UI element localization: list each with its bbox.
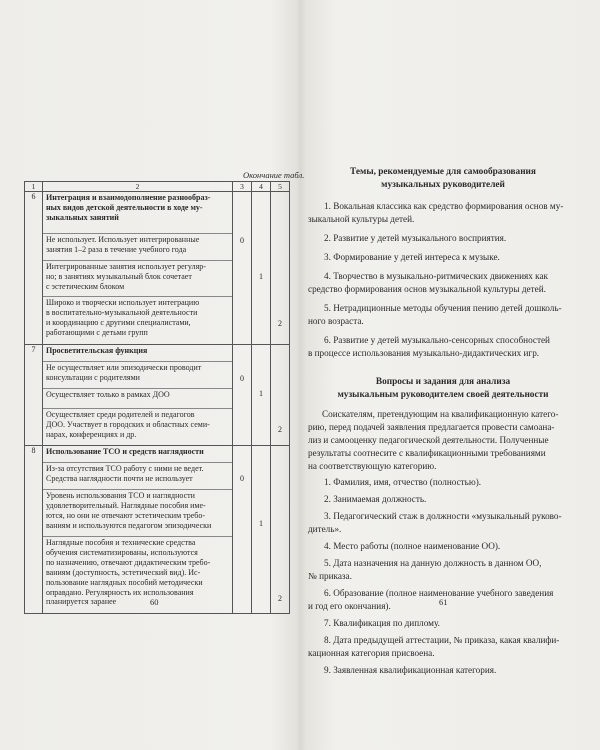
criterion-title: Просветительская функция [46, 346, 148, 355]
list-item: 4. Творчество в музыкально-ритмических движениях как средство формирования основ музыкальной культуры детей. [308, 271, 549, 294]
score-col-3 [233, 345, 252, 446]
level-description: Широко и творчески использует интеграцию в воспитательно-музыкальной деятельности и координацию с другими специалистами, работающими с детьми групп [43, 296, 232, 344]
level-description: Осуществляет только в рамках ДОО [43, 388, 232, 408]
row-content [43, 446, 233, 614]
score-value: 2 [278, 594, 282, 603]
list-item: 9. Заявленная квалификационная категория. [324, 665, 497, 675]
row-number: 8 [25, 446, 43, 614]
score-col-5 [271, 446, 290, 614]
level-description: Не осуществляет или эпизодически проводит консультации с родителями [43, 361, 232, 388]
table-row [25, 446, 290, 614]
score-value: 2 [278, 425, 282, 434]
list-item: 2. Развитие у детей музыкального восприятия. [324, 233, 507, 243]
row-content [43, 192, 233, 345]
questions-list [308, 476, 578, 677]
list-item: 6. Развитие у детей музыкально-сенсорных способностей в процессе использования музыкально-дидактических игр. [308, 335, 550, 358]
row-number: 6 [25, 192, 43, 345]
level-description: Наглядные пособия и технические средства обучения систематизированы, используются по назначению, отвечают дидактическим требо- ваниям (доступность, эстетический вид). Ис- пользование наглядных пособий методически оправдано. Регулярность их использования планируется заранее [43, 536, 232, 613]
topics-list [308, 200, 578, 360]
list-item: 8. Дата предыдущей аттестации, № приказа, какая квалифи- кационная категория присвоена. [308, 635, 560, 658]
score-col-3 [233, 446, 252, 614]
level-description: Осуществляет среди родителей и педагогов ДОО. Участвует в городских и областных семи- нарах, конференциях и др. [43, 408, 232, 445]
header-col-1: 1 [25, 182, 43, 192]
header-col-2: 2 [43, 182, 233, 192]
table-row [25, 345, 290, 446]
score-value: 2 [278, 319, 282, 328]
score-value: 1 [259, 389, 263, 398]
page-number-left: 60 [150, 597, 159, 607]
list-item: 7. Квалификация по диплому. [324, 618, 440, 628]
evaluation-table [24, 181, 290, 614]
intro-paragraph: Соискателям, претендующим на квалификационную катего- рию, перед подачей заявления предлагается провести самоана- лиз и самооценку педагогической деятельности. Полученные результаты соотнесите с квалификационными требованиями на соответствующую категорию. [308, 409, 559, 471]
table-row [25, 192, 290, 345]
header-col-4: 4 [252, 182, 271, 192]
running-head: Окончание табл. [243, 170, 305, 180]
list-item: 5. Нетрадиционные методы обучения пению детей дошколь- ного возраста. [308, 303, 562, 326]
score-col-3 [233, 192, 252, 345]
score-col-4 [252, 192, 271, 345]
list-item: 3. Формирование у детей интереса к музыке. [324, 252, 500, 262]
score-col-5 [271, 345, 290, 446]
list-item: 1. Вокальная классика как средство формирования основ му- зыкальной культуры детей. [308, 201, 564, 224]
header-col-3: 3 [233, 182, 252, 192]
score-col-5 [271, 192, 290, 345]
criterion-title: Интеграция и взаимодополнение разнообраз- ных видов детской деятельности в ходе му- зыкальных занятий [46, 193, 211, 222]
section-title: Темы, рекомендуемые для самообразования музыкальных руководителей [350, 167, 536, 190]
list-item: 5. Дата назначения на данную должность в данном ОО, № приказа. [308, 558, 542, 581]
score-value: 1 [259, 272, 263, 281]
row-number: 7 [25, 345, 43, 446]
row-content [43, 345, 233, 446]
score-value: 0 [240, 374, 244, 383]
level-description: Интегрированные занятия использует регуляр- но; в занятиях музыкальный блок сочетает с эстетическим блоком [43, 260, 232, 296]
criterion-title: Использование ТСО и средств наглядности [46, 447, 204, 456]
level-description: Уровень использования ТСО и наглядности удовлетворительный. Наглядные пособия име- ются, но они не отвечают эстетическим требо- ваниям и используются педагогом эпизодически [43, 489, 232, 536]
table-header-row [25, 182, 290, 192]
score-col-4 [252, 345, 271, 446]
section-title: Вопросы и задания для анализа музыкальным руководителем своей деятельности [337, 377, 549, 400]
level-description: Из-за отсутствия ТСО работу с ними не ведет. Средства наглядности почти не использует [43, 462, 232, 489]
list-item: 1. Фамилия, имя, отчество (полностью). [324, 477, 482, 487]
list-item: 2. Занимаемая должность. [324, 494, 427, 504]
list-item: 6. Образование (полное наименование учебного заведения и год его окончания). [308, 588, 554, 611]
score-value: 1 [259, 519, 263, 528]
level-description: Не использует. Использует интегрированные занятия 1–2 раза в течение учебного года [43, 233, 232, 260]
list-item: 3. Педагогический стаж в должности «музыкальный руково- дитель». [308, 511, 562, 534]
header-col-5: 5 [271, 182, 290, 192]
list-item: 4. Место работы (полное наименование ОО). [324, 541, 501, 551]
score-col-4 [252, 446, 271, 614]
score-value: 0 [240, 236, 244, 245]
page-number-right: 61 [439, 597, 448, 607]
score-value: 0 [240, 474, 244, 483]
